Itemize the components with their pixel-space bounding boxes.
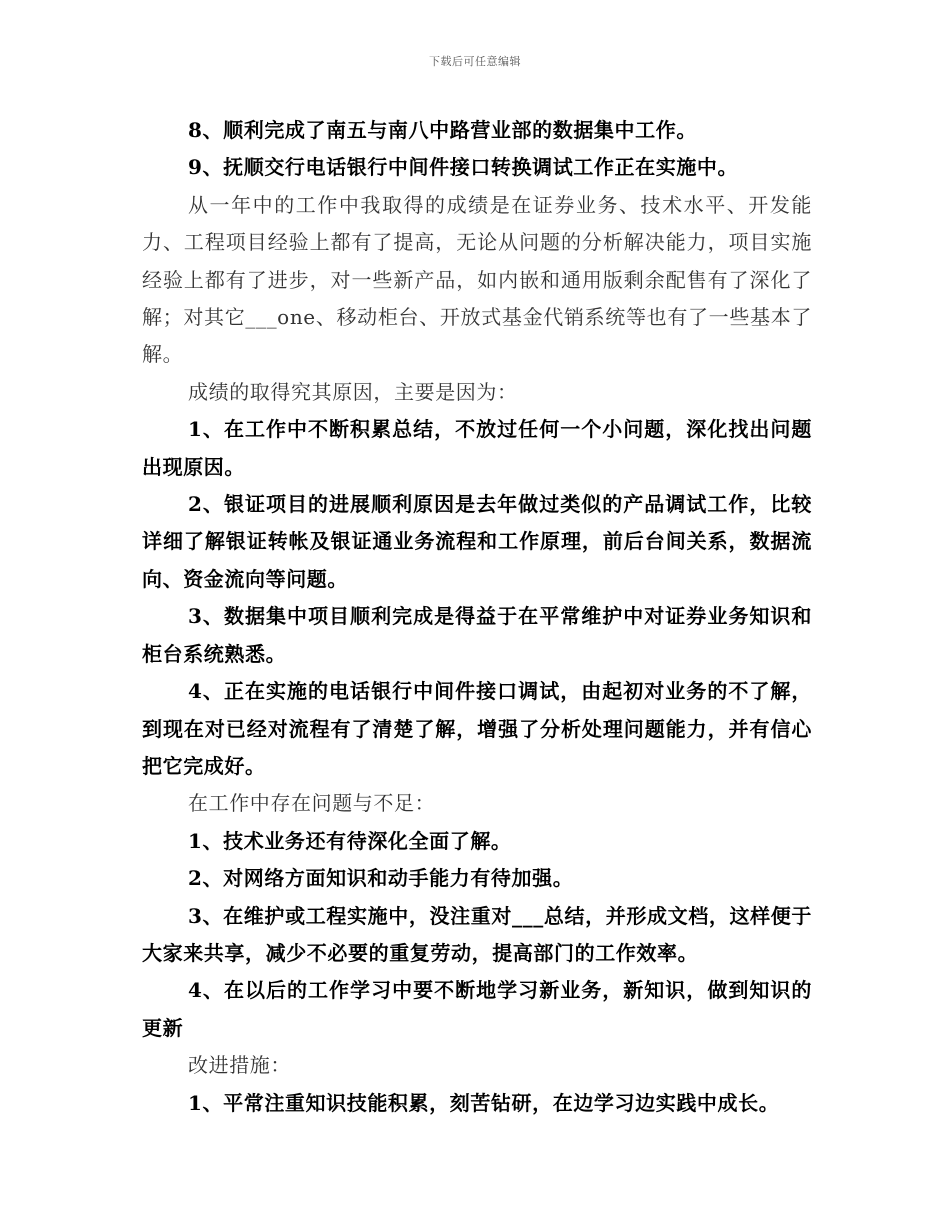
page-header: 下载后可任意编辑 <box>429 55 521 68</box>
reason-item-3: 3、数据集中项目顺利完成是得益于在平常维护中对证券业务知识和柜台系统熟悉。 <box>142 604 812 666</box>
reason-item-4: 4、正在实施的电话银行中间件接口调试，由起初对业务的不了解，到现在对已经对流程有了清楚了解，增强了分析处理问题能力，并有信心把它完成好。 <box>142 679 812 778</box>
section-heading-reasons: 成绩的取得究其原因，主要是因为： <box>188 379 518 404</box>
improvement-item-1: 1、平常注重知识技能积累，刻苦钻研，在边学习边实践中成长。 <box>188 1090 780 1115</box>
paragraph-item-9: 9、抚顺交行电话银行中间件接口转换调试工作正在实施中。 <box>188 155 739 180</box>
problem-item-1: 1、技术业务还有待深化全面了解。 <box>188 828 512 853</box>
paragraph-item-8: 8、顺利完成了南五与南八中路营业部的数据集中工作。 <box>188 118 697 142</box>
paragraph-achievements: 从一年中的工作中我取得的成绩是在证券业务、技术水平、开发能力、工程项目经验上都有了提高，无论从问题的分析解决能力，项目实施经验上都有了进步，对一些新产品，如内嵌和通用版剩余配售有了深化了解；对其它___one、移动柜台、开放式基金代销系统等也有了一些基本了解。 <box>142 192 812 367</box>
problem-item-4: 4、在以后的工作学习中要不断地学习新业务，新知识，做到知识的更新 <box>142 978 812 1040</box>
document-body <box>142 112 812 1122</box>
problem-item-2: 2、对网络方面知识和动手能力有待加强。 <box>188 866 574 891</box>
problem-item-3: 3、在维护或工程实施中，没注重对___总结，并形成文档，这样便于大家来共享，减少不必要的重复劳动，提高部门的工作效率。 <box>142 903 812 965</box>
section-heading-problems: 在工作中存在问题与不足： <box>188 791 436 816</box>
reason-item-1: 1、在工作中不断积累总结，不放过任何一个小问题，深化找出问题出现原因。 <box>142 417 812 479</box>
reason-item-2: 2、银证项目的进展顺利原因是去年做过类似的产品调试工作，比较详细了解银证转帐及银证通业务流程和工作原理，前后台间关系，数据流向、资金流向等问题。 <box>142 492 812 591</box>
section-heading-improvements: 改进措施： <box>188 1053 291 1078</box>
